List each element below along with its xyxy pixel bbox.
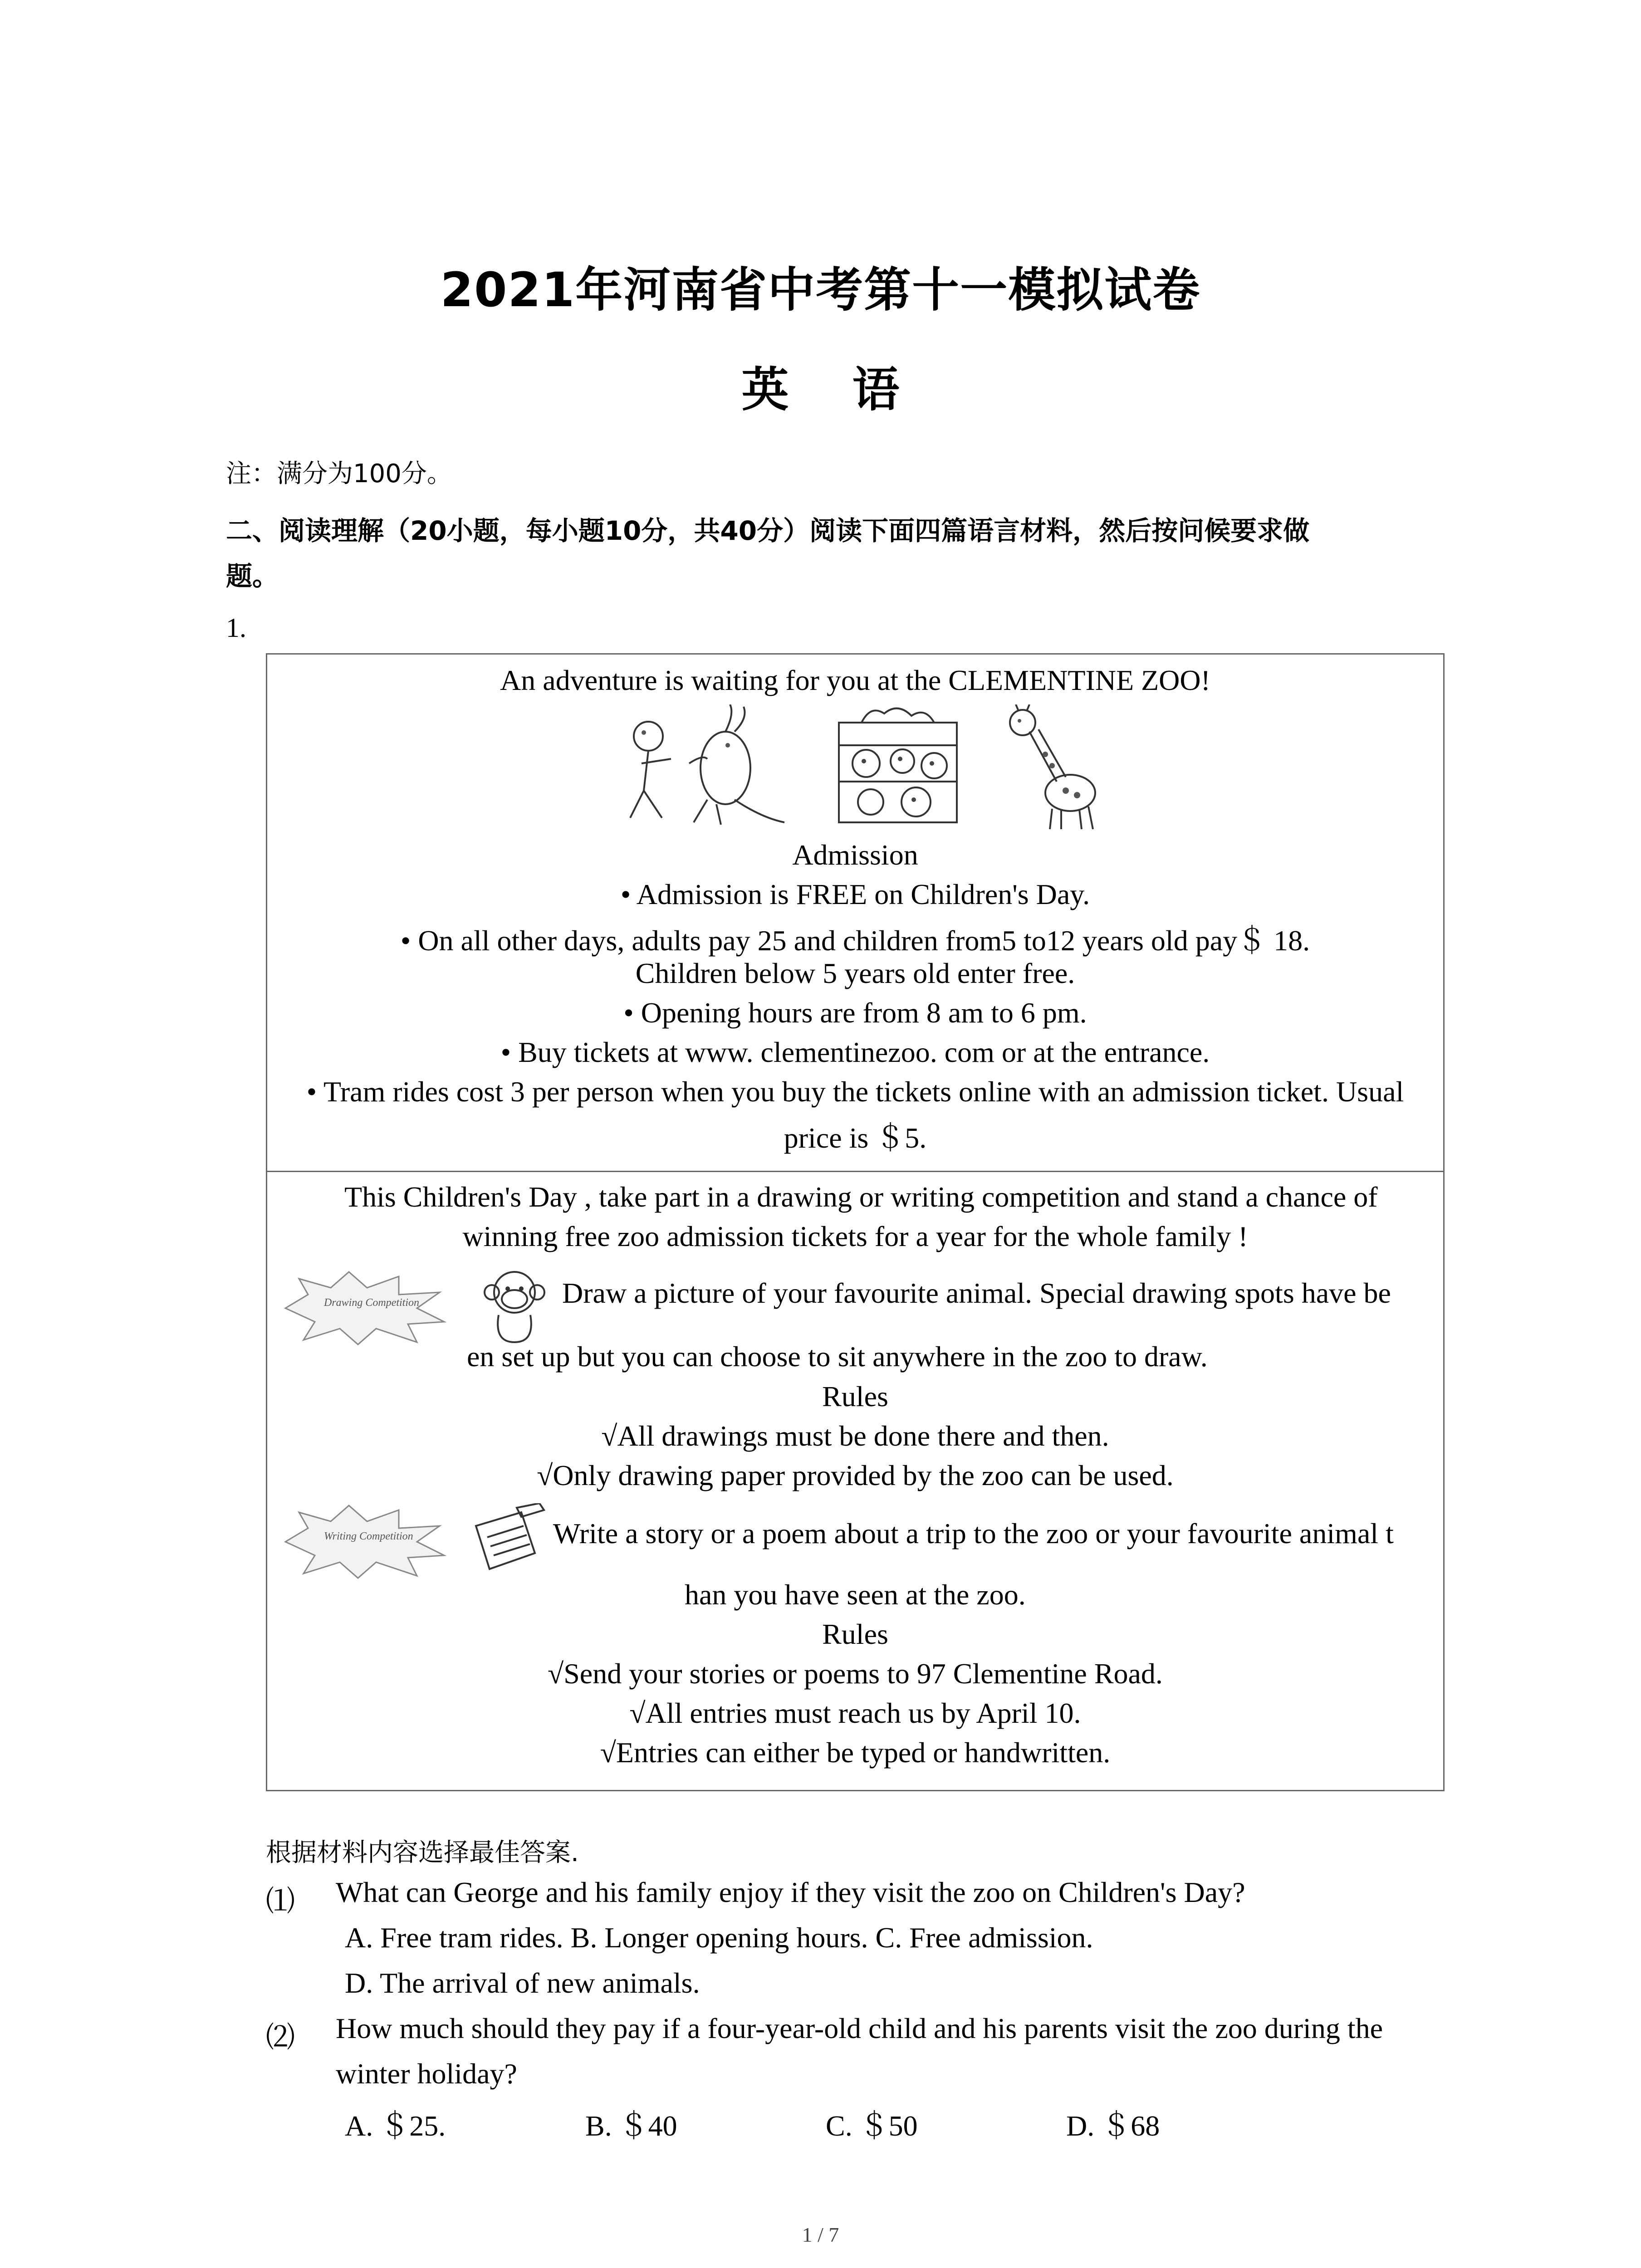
writing-description: Write a story or a poem about a trip to the zoo or your favourite animal t [553, 1517, 1394, 1549]
competition-intro: This Children's Day , take part in a drawing or writing competition and stand a chance of [344, 1181, 1378, 1213]
question-2-stem: How much should they pay if a four-year-old child and his parents visit the zoo during the [336, 2012, 1383, 2044]
question-2-option: D. ＄68 [1066, 2110, 1160, 2142]
subject-char: 英 [741, 362, 789, 417]
question-1-number: ⑴ [266, 1885, 295, 1917]
admission-title: Admission [792, 839, 918, 871]
section-heading [226, 508, 1451, 599]
question-1-options: D. The arrival of new animals. [345, 1967, 700, 1999]
drawing-badge-text: Drawing Competition [324, 1297, 420, 1309]
reading-material-box [266, 653, 1445, 1791]
drawing-rules-title: Rules [822, 1380, 888, 1413]
admission-line: • Tram rides cost 3 per person when you buy the tickets online with an admission ticket. Usual [306, 1075, 1404, 1108]
competition-intro: winning free zoo admission tickets for a year for the whole family ! [462, 1220, 1248, 1252]
drawing-rule: √All drawings must be done there and then. [601, 1420, 1109, 1452]
question-2-number: ⑵ [266, 2021, 295, 2053]
admission-line: • Buy tickets at www. clementinezoo. com or at the entrance. [500, 1036, 1210, 1068]
score-note: 注：满分为100分。 [226, 459, 452, 489]
writing-rule: √Entries can either be typed or handwritten. [600, 1736, 1111, 1769]
admission-line: • On all other days, adults pay 25 and children from5 to12 years old pay＄ 18. [400, 924, 1310, 957]
giraffe-illustration [998, 704, 1102, 831]
page-number: 1 / 7 [802, 2223, 839, 2246]
animal-group-illustration [830, 704, 966, 831]
question-2-option: A. ＄25. [345, 2110, 446, 2142]
zoo-headline: An adventure is waiting for you at the CLEMENTINE ZOO! [500, 664, 1210, 696]
answer-instruction: 根据材料内容选择最佳答案. [266, 1838, 579, 1867]
writing-rule: √All entries must reach us by April 10. [629, 1697, 1081, 1729]
subject-heading [0, 352, 1641, 420]
page-title: 2021年河南省中考第十一模拟试卷 [440, 262, 1201, 318]
drawing-description: en set up but you can choose to sit anywhere in the zoo to draw. [467, 1340, 1208, 1373]
kangaroo-illustration [598, 704, 789, 831]
drawing-rule: √Only drawing paper provided by the zoo can be used. [537, 1459, 1174, 1491]
writing-badge-text: Writing Competition [324, 1530, 413, 1542]
admission-line: Children below 5 years old enter free. [635, 957, 1075, 989]
question-number: 1. [226, 613, 246, 643]
question-1-options: A. Free tram rides. B. Longer opening hours. C. Free admission. [345, 1921, 1093, 1954]
section-line: 二、阅读理解（20小题，每小题10分，共40分）阅读下面四篇语言材料，然后按问候要求做 [226, 515, 1310, 546]
question-1-stem: What can George and his family enjoy if they visit the zoo on Children's Day? [336, 1876, 1245, 1908]
writing-description: han you have seen at the zoo. [685, 1579, 1026, 1611]
competition-panel [267, 1172, 1443, 1790]
question-2-option: C. ＄50 [826, 2110, 918, 2142]
admission-line: • Admission is FREE on Children's Day. [620, 878, 1090, 910]
writing-competition-badge [281, 1503, 449, 1580]
admission-line: • Opening hours are from 8 am to 6 pm. [623, 997, 1087, 1029]
pen-paper-icon [467, 1503, 549, 1576]
writing-rule: √Send your stories or poems to 97 Clementine Road. [548, 1657, 1163, 1690]
question-2-stem: winter holiday? [336, 2058, 517, 2090]
section-line: 题。 [226, 561, 279, 591]
zoo-admission-panel [267, 655, 1443, 1172]
drawing-description: Draw a picture of your favourite animal. Special drawing spots have be [562, 1277, 1391, 1309]
drawing-competition-badge [281, 1270, 449, 1347]
writing-rules-title: Rules [822, 1618, 888, 1650]
admission-line: price is ＄5. [784, 1122, 927, 1154]
question-2-option: B. ＄40 [585, 2110, 677, 2142]
monkey-icon [480, 1265, 549, 1347]
subject-char: 语 [852, 362, 900, 417]
